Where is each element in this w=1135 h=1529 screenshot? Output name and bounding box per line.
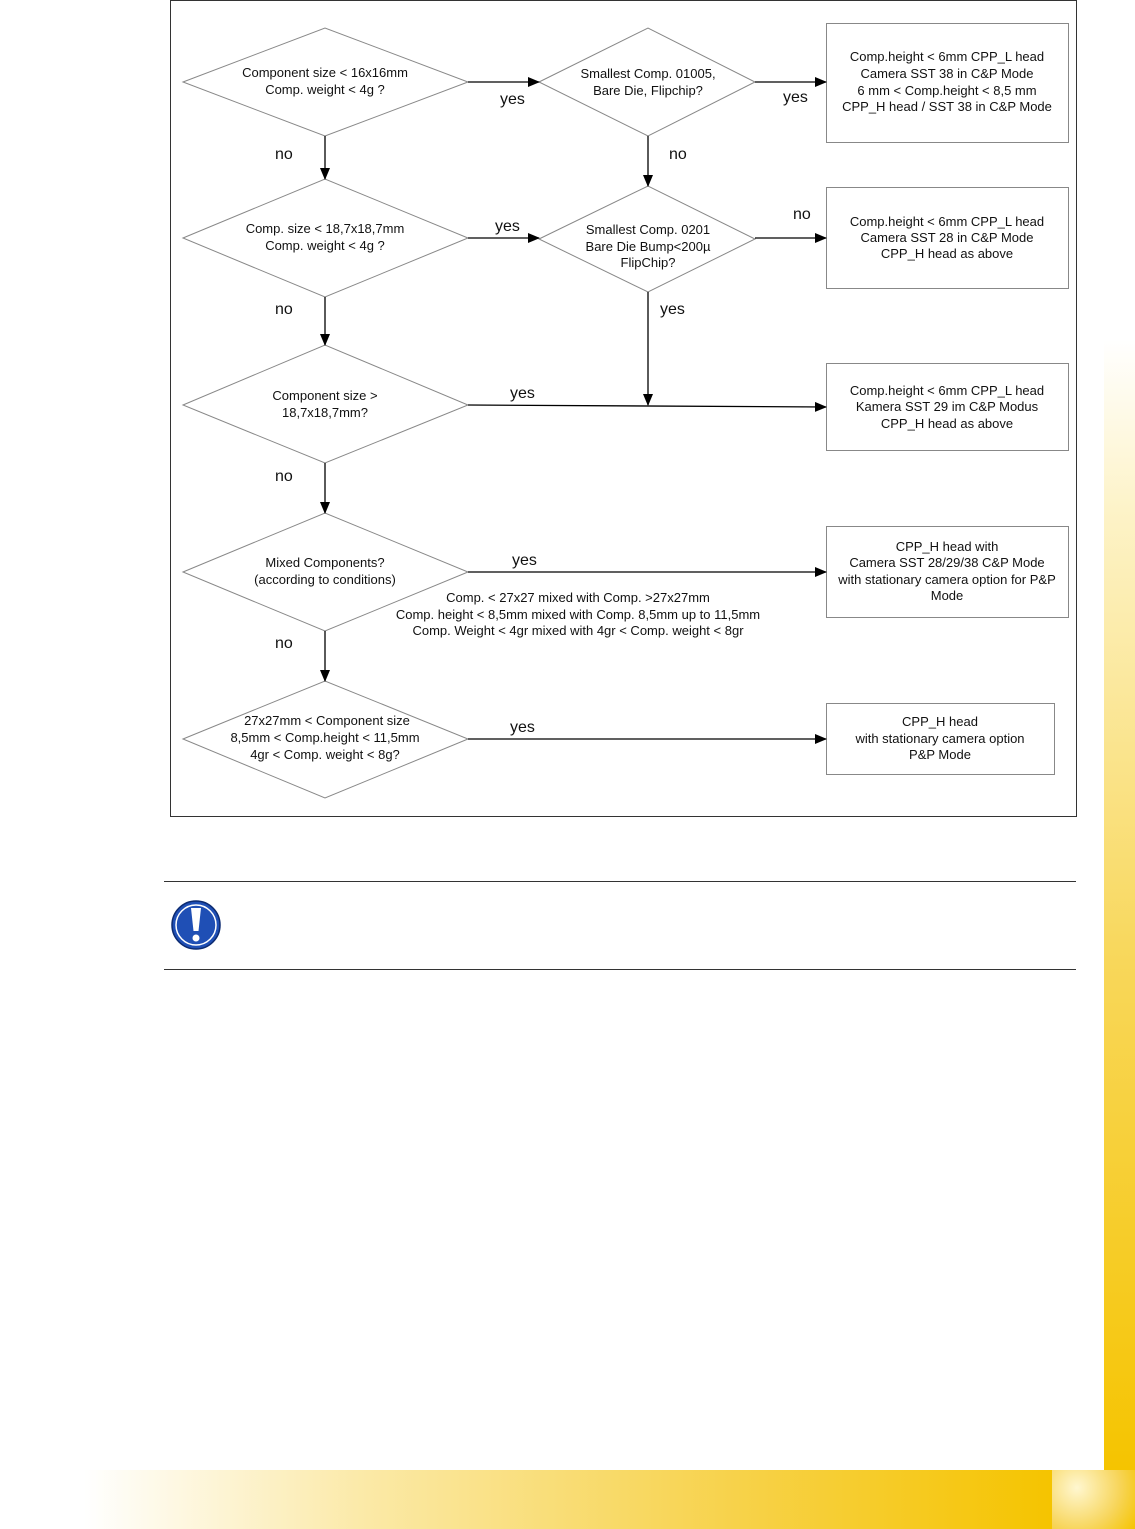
mixed-condition-text: Comp. Weight < 4gr mixed with 4gr < Comp. weight < 8gr — [412, 623, 744, 638]
decision-text: 27x27mm < Component size — [244, 713, 410, 728]
result-text: CPP_H head — [902, 714, 978, 729]
result-text: with stationary camera option for P&P — [838, 572, 1056, 587]
result-text: Mode — [930, 588, 964, 603]
decision-text: Comp. weight < 4g ? — [265, 238, 385, 253]
decision-large-components — [183, 681, 468, 798]
decision-text: Smallest Comp. 0201 — [585, 222, 711, 237]
result-text: CPP_H head as above — [880, 246, 1014, 261]
decision-text: Component size < 16x16mm — [242, 65, 408, 80]
decision-text: Comp. weight < 4g ? — [265, 82, 385, 97]
edge-label-yes: yes — [510, 719, 535, 736]
result-box-5 — [827, 704, 1055, 775]
result-text: CPP_H head as above — [880, 416, 1014, 431]
decision-text: (according to conditions) — [254, 572, 396, 587]
page-decoration-right — [1104, 340, 1135, 1470]
result-text: with stationary camera option — [855, 731, 1025, 746]
result-box-1 — [827, 24, 1069, 143]
decision-text: 4gr < Comp. weight < 8g? — [250, 747, 400, 762]
edge-label-yes: yes — [783, 89, 808, 106]
result-text: Comp.height < 6mm CPP_L head — [849, 214, 1045, 229]
decision-smallest-01005 — [539, 28, 755, 136]
decision-text: Bare Die, Flipchip? — [593, 83, 703, 98]
result-text: 6 mm < Comp.height < 8,5 mm — [857, 83, 1037, 98]
decision-text: FlipChip? — [620, 255, 676, 270]
result-text: Comp.height < 6mm CPP_L head — [849, 49, 1045, 64]
decision-text: Component size > — [272, 388, 378, 403]
edge-label-yes: yes — [510, 385, 535, 402]
result-text: P&P Mode — [909, 747, 971, 762]
exclamation-icon — [172, 901, 220, 949]
result-text: Kamera SST 29 im C&P Modus — [855, 399, 1039, 414]
page-decoration-bottom — [0, 1470, 1052, 1529]
edge-label-no: no — [275, 301, 293, 318]
mixed-condition-text: Comp. < 27x27 mixed with Comp. >27x27mm — [446, 590, 710, 605]
mixed-condition-text: Comp. height < 8,5mm mixed with Comp. 8,5mm up to 11,5mm — [395, 607, 761, 622]
notice-bottom-rule — [164, 969, 1076, 970]
edge-label-no: no — [275, 635, 293, 652]
result-box-2 — [827, 188, 1069, 289]
decision-text: Mixed Components? — [265, 555, 385, 570]
decision-component-size-16 — [183, 28, 468, 136]
notice-top-rule — [164, 881, 1076, 882]
edge-label-no: no — [793, 206, 811, 223]
edge-label-yes: yes — [660, 301, 685, 318]
result-box-3 — [827, 364, 1069, 451]
result-text: CPP_H head / SST 38 in C&P Mode — [842, 99, 1052, 114]
edge-label-no: no — [275, 468, 293, 485]
page-decoration-corner — [1052, 1470, 1135, 1529]
decision-text: Smallest Comp. 01005, — [580, 66, 716, 81]
decision-text: 18,7x18,7mm? — [282, 405, 368, 420]
decision-component-size-greater — [183, 345, 468, 463]
edge-label-yes: yes — [512, 552, 537, 569]
result-text: Camera SST 28 in C&P Mode — [860, 230, 1034, 245]
result-text: Camera SST 28/29/38 C&P Mode — [849, 555, 1045, 570]
edge-label-yes: yes — [500, 91, 525, 108]
edge-label-yes: yes — [495, 218, 520, 235]
result-text: Comp.height < 6mm CPP_L head — [849, 383, 1045, 398]
result-box-4 — [827, 527, 1069, 618]
result-text: CPP_H head with — [895, 539, 999, 554]
decision-text: 8,5mm < Comp.height < 11,5mm — [230, 730, 420, 745]
decision-smallest-0201 — [539, 186, 755, 292]
decision-text: Bare Die Bump<200µ — [585, 239, 711, 254]
edge-label-no: no — [275, 146, 293, 163]
decision-component-size-18-7 — [183, 179, 468, 297]
edge-label-no: no — [669, 146, 687, 163]
result-text: Camera SST 38 in C&P Mode — [860, 66, 1034, 81]
decision-text: Comp. size < 18,7x18,7mm — [245, 221, 405, 236]
